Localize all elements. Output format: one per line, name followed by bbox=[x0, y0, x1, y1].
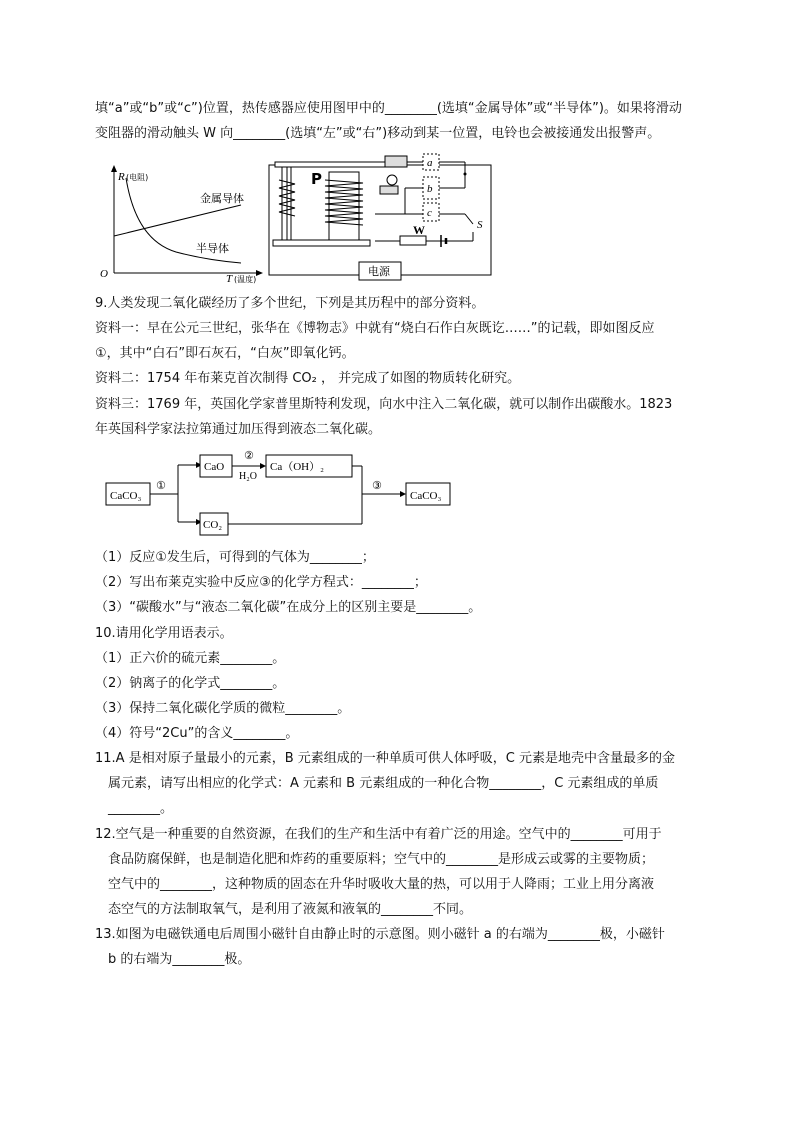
text-line: 资料二：1754 年布莱克首次制得 CO₂ ， 并完成了如图的物质转化研究。 bbox=[95, 371, 521, 386]
question-10-1: （1）正六价的硫元素________。 bbox=[95, 651, 286, 666]
co2-box: CO₂ bbox=[203, 519, 223, 531]
text-line: b 的右端为________极。 bbox=[108, 952, 251, 967]
question-9-2: （2）写出布莱克实验中反应③的化学方程式：________； bbox=[95, 575, 427, 590]
pivot-label: P bbox=[311, 170, 322, 188]
rheostat-label: W bbox=[413, 223, 425, 237]
question-9-3: （3）“碳酸水”与“液态二氧化碳”在成分上的区别主要是________。 bbox=[95, 600, 482, 615]
step-3-label: ③ bbox=[372, 479, 382, 492]
caco3-start: CaCO₃ bbox=[110, 490, 142, 502]
question-10-2: （2）钠离子的化学式________。 bbox=[95, 676, 286, 691]
metal-conductor-label: 金属导体 bbox=[200, 192, 244, 205]
h2o-label: H₂O bbox=[239, 471, 257, 482]
question-10-4: （4）符号“2Cu”的含义________。 bbox=[95, 726, 299, 741]
text-line: 空气中的________，这种物质的固态在升华时吸收大量的热，可以用于人降雨；工业上用分离液 bbox=[108, 877, 655, 892]
y-axis-label: R bbox=[118, 171, 125, 183]
text-line: 食品防腐保鲜，也是制造化肥和炸药的重要原料；空气中的________是形成云或雾的主要物质； bbox=[108, 852, 655, 867]
question-10: 10.请用化学用语表示。 bbox=[95, 626, 233, 641]
text-line: 填“a”或“b”或“c”)位置，热传感器应使用图甲中的________(选填“金属导体”或“半导体”)。如果将滑动 bbox=[95, 101, 682, 116]
text-line: 态空气的方法制取氧气，是利用了液氮和液氧的________不同。 bbox=[108, 902, 473, 917]
y-axis-note: (电阻) bbox=[126, 173, 149, 182]
metal-conductor-line bbox=[114, 205, 241, 236]
text-line: 资料三：1769 年，英国化学家普里斯特利发现，向水中注入二氧化碳，就可以制作出碳酸水。1823 bbox=[95, 397, 673, 412]
carbonate-flow-diagram bbox=[100, 445, 460, 545]
text-line: 资料一：早在公元三世纪，张华在《博物志》中就有“烧白石作白灰既讫……”的记载，即如图反应 bbox=[95, 321, 655, 336]
text-line: 属元素，请写出相应的化学式：A 元素和 B 元素组成的一种化合物________，C 元素组成的单质 bbox=[108, 776, 659, 791]
position-a-label: a bbox=[427, 157, 433, 169]
step-1-label: ① bbox=[156, 479, 166, 492]
origin-label: O bbox=[100, 268, 108, 280]
position-c-label: c bbox=[427, 207, 432, 219]
cao-box: CaO bbox=[204, 461, 225, 473]
x-axis-label: T bbox=[226, 273, 233, 285]
text-line: ________。 bbox=[108, 801, 174, 816]
power-source-label: 电源 bbox=[368, 265, 390, 278]
question-10-3: （3）保持二氧化碳化学质的微粒________。 bbox=[95, 701, 351, 716]
question-12: 12.空气是一种重要的自然资源，在我们的生产和生活中有着广泛的用途。空气中的________可用于 bbox=[95, 827, 662, 842]
alarm-circuit-diagram bbox=[265, 152, 495, 282]
x-axis-note: (温度) bbox=[234, 275, 257, 284]
question-9-1: （1）反应①发生后，可得到的气体为________； bbox=[95, 550, 375, 565]
switch-label: S bbox=[477, 219, 483, 231]
resistance-temperature-graph bbox=[96, 160, 266, 285]
question-13: 13.如图为电磁铁通电后周围小磁针自由静止时的示意图。则小磁针 a 的右端为________极，小磁针 bbox=[95, 927, 665, 942]
caoh2-box: Ca（OH）₂ bbox=[270, 461, 324, 473]
semiconductor-label: 半导体 bbox=[196, 242, 229, 255]
question-9: 9.人类发现二氧化碳经历了多个世纪，下列是其历程中的部分资料。 bbox=[95, 296, 485, 311]
step-2-label: ② bbox=[244, 449, 254, 462]
text-line: 年英国科学家法拉第通过加压得到液态二氧化碳。 bbox=[95, 422, 382, 437]
caco3-end: CaCO₃ bbox=[410, 490, 442, 502]
text-line: ①，其中“白石”即石灰石，“白灰”即氧化钙。 bbox=[95, 346, 355, 361]
question-11: 11.A 是相对原子量最小的元素，B 元素组成的一种单质可供人体呼吸，C 元素是地壳中含量最多的金 bbox=[95, 751, 675, 766]
text-line: 变阻器的滑动触头 W 向________(选填“左”或“右”)移动到某一位置，电铃也会被接通发出报警声。 bbox=[95, 126, 661, 141]
position-b-label: b bbox=[427, 183, 433, 195]
